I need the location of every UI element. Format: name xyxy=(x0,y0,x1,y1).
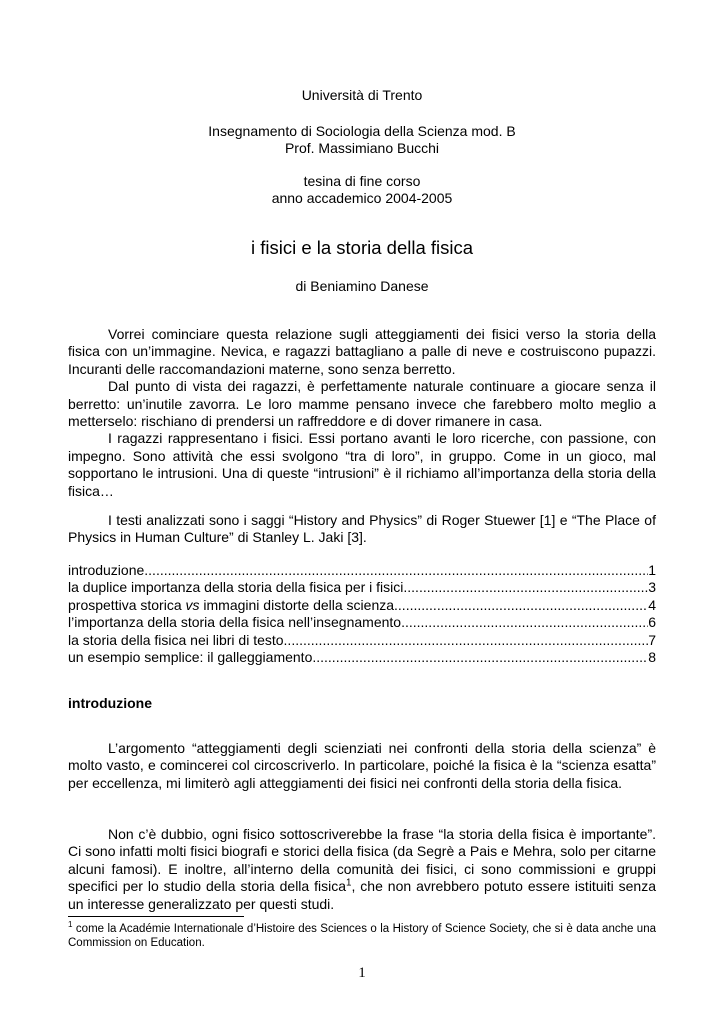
toc-entry[interactable] xyxy=(68,614,656,631)
author-line: di Beniamino Danese xyxy=(295,278,429,294)
toc-page-number: 3 xyxy=(648,579,656,596)
toc-label: l’importanza della storia della fisica nell’insegnamento xyxy=(68,614,402,631)
paragraph-text: , che non avrebbero potuto essere istituiti senza un interesse generalizzato per questi studi. xyxy=(68,878,656,912)
intro-paragraph: Dal punto di vista dei ragazzi, è perfettamente naturale continuare a giocare senza il berretto: un’inutile zavorra. Le loro mamme pensano invece che farebbero molto meglio a metterselo: rischiano di prendersi un raffreddore e di dover rimanere in casa. xyxy=(68,378,656,430)
table-of-contents xyxy=(68,562,656,666)
intro-paragraph: Vorrei cominciare questa relazione sugli atteggiamenti dei fisici verso la storia della fisica con un’immagine. Nevica, e ragazzi battagliano a palle di neve e costruiscono pupazzi. Incuranti delle raccomandazioni materne, sono senza berretto. xyxy=(68,326,656,377)
footnote xyxy=(68,920,660,950)
toc-entry[interactable] xyxy=(68,649,656,666)
toc-label: la duplice importanza della storia della fisica per i fisici xyxy=(68,579,404,596)
toc-leader xyxy=(144,562,648,579)
toc-leader xyxy=(401,614,648,631)
professor-name: Prof. Massimiano Bucchi xyxy=(284,140,440,156)
section-paragraph xyxy=(68,826,656,913)
toc-label-part: immagini distorte della scienza xyxy=(199,596,395,613)
footnote-divider xyxy=(68,916,244,917)
footnote-marker: 1 xyxy=(68,920,73,930)
toc-page-number: 8 xyxy=(648,648,656,665)
section-text xyxy=(68,740,656,792)
toc-entry[interactable] xyxy=(68,632,656,649)
toc-entry[interactable] xyxy=(68,579,656,596)
sources-paragraph: I testi analizzati sono i saggi “History and Physics” di Roger Stuewer [1] e “The Place of Physics in Human Culture” di Stanley L. Jaki [3]. xyxy=(68,512,656,546)
toc-entry[interactable] xyxy=(68,597,656,614)
toc-label: un esempio semplice: il galleggiamento xyxy=(68,648,313,665)
toc-label-part: prospettiva storica xyxy=(68,596,186,613)
document-title: i fisici e la storia della fisica xyxy=(250,237,474,258)
toc-label xyxy=(68,597,394,614)
intro-paragraph: I ragazzi rappresentano i fisici. Essi portano avanti le loro ricerche, con passione, con impegno. Sono attività che essi svolgono “tra di loro”, in gruppo. Come in un gioco, mal sopportano le intrusioni. Una di queste “intrusioni” è il richiamo all’importanza della storia della fisica… xyxy=(68,430,656,499)
toc-label-emphasis: vs xyxy=(185,596,200,613)
toc-page-number: 6 xyxy=(648,614,656,631)
course-name: Insegnamento di Sociologia della Scienza mod. B xyxy=(208,123,516,139)
toc-leader xyxy=(284,632,649,649)
toc-leader xyxy=(312,649,648,666)
toc-page-number: 4 xyxy=(648,596,656,613)
document-type: tesina di fine corso xyxy=(303,173,421,189)
toc-label: introduzione xyxy=(68,562,145,578)
university-name: Università di Trento xyxy=(301,87,423,103)
toc-page-number: 1 xyxy=(648,562,656,578)
section-text xyxy=(68,826,656,913)
toc-leader xyxy=(403,579,648,596)
footnote-reference[interactable]: 1 xyxy=(346,877,352,889)
footnote-text: come la Académie Internationale d’Histoire des Sciences o la History of Science Society, che si è data anche una Commission on Education. xyxy=(68,923,660,949)
toc-entry[interactable] xyxy=(68,562,656,579)
section-paragraph: L’argomento “atteggiamenti degli scienziati nei confronti della storia della scienza” è molto vasto, e comincerei col circoscriverlo. In particolare, poiché la fisica è la “scienza esatta” per eccellenza, mi limiterò agli atteggiamenti dei fisici nei confronti della storia della fisica. xyxy=(68,740,656,791)
toc-label: la storia della fisica nei libri di testo xyxy=(68,631,284,648)
sources-text xyxy=(68,512,656,547)
intro-text xyxy=(68,326,656,500)
section-heading: introduzione xyxy=(68,695,152,711)
toc-page-number: 7 xyxy=(648,631,656,648)
paragraph-text: Non c’è dubbio, ogni fisico sottoscriverebbe la frase “la storia della fisica è importante”. Ci sono infatti molti fisici biografi e storici della fisica (da Segrè a Pais e Mehra, solo per citarne alcuni famosi). E inoltre, all’interno della comunità dei fisici, ci sono commissioni e gruppi specifici per lo studio della storia della fisica xyxy=(68,826,656,895)
page-number: 1 xyxy=(358,965,366,981)
academic-year: anno accademico 2004-2005 xyxy=(271,190,453,206)
toc-leader xyxy=(394,597,648,614)
